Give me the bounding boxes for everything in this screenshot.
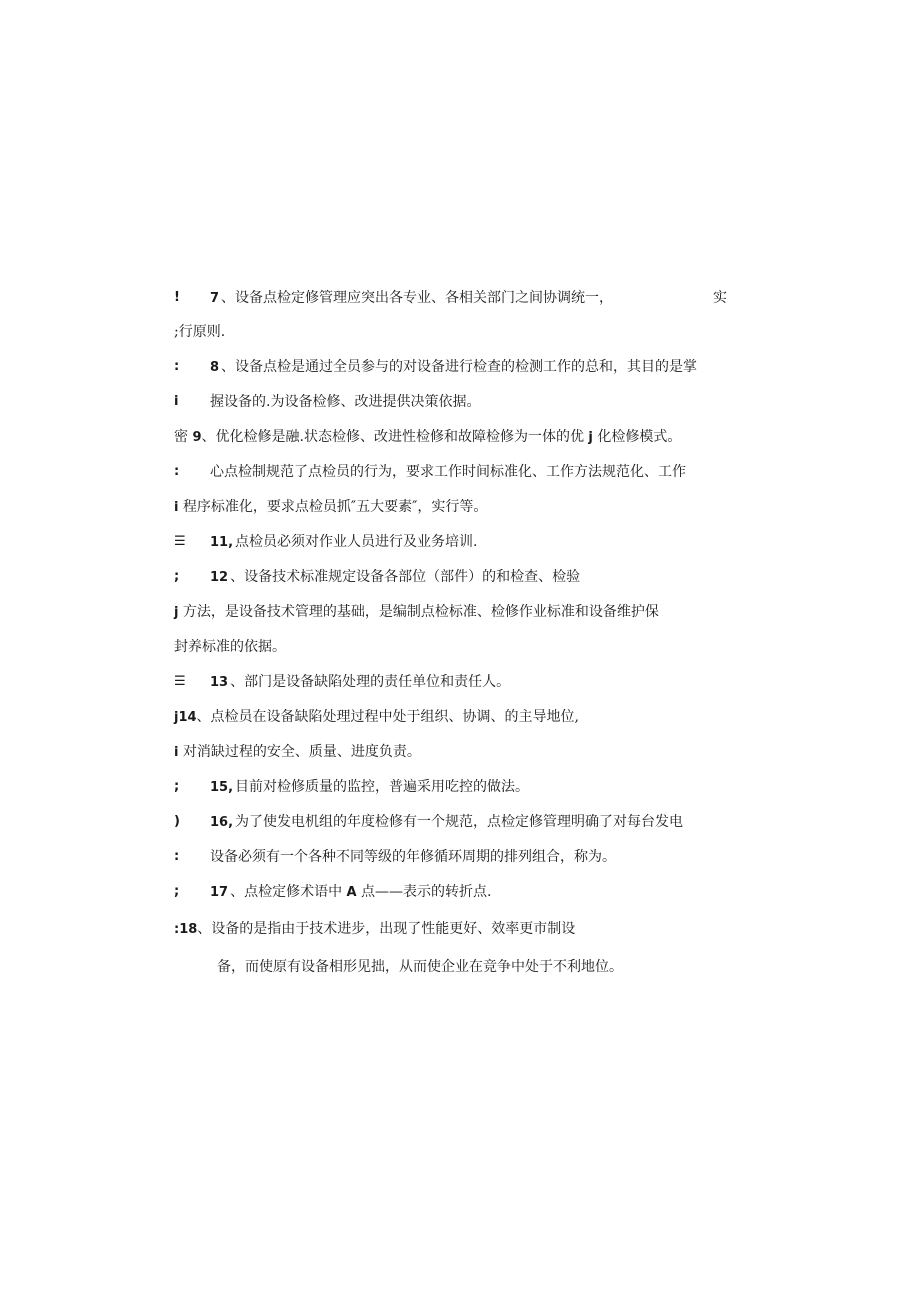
margin-mark: ! bbox=[174, 290, 180, 305]
item-12-line bbox=[0, 565, 920, 589]
item-body: 、设备的是指由于技术进步，出现了性能更好、效率更市制设 bbox=[197, 921, 576, 937]
item-body: 、设备点检是通过全员参与的对设备进行检查的检测工作的总和，其目的是掌 bbox=[221, 359, 698, 375]
item-text bbox=[210, 355, 697, 380]
item-number: 12 bbox=[210, 570, 229, 585]
item-10-line bbox=[0, 460, 920, 484]
item-9-line bbox=[0, 425, 920, 449]
item-text bbox=[174, 425, 681, 450]
item-18-line bbox=[0, 917, 920, 941]
item-number: 8 bbox=[210, 360, 220, 375]
item-number: :18 bbox=[174, 922, 198, 937]
margin-mark: i bbox=[174, 394, 179, 409]
item-text bbox=[210, 670, 510, 695]
item-16-line bbox=[0, 810, 920, 834]
continuation-text: ;行原则. bbox=[174, 324, 226, 340]
item-14-continuation bbox=[0, 740, 920, 764]
item-number: 16, bbox=[210, 815, 234, 830]
item-number: 9 bbox=[192, 430, 202, 445]
item-13-line bbox=[0, 670, 920, 694]
item-body: 为了使发电机组的年度检修有一个规范，点检定修管理明确了对每台发电 bbox=[235, 814, 684, 830]
continuation-text: 封养标准的依据。 bbox=[174, 639, 286, 655]
item-body: 目前对检修质量的监控，普遍采用吃控的做法。 bbox=[235, 779, 530, 795]
margin-mark: ; bbox=[174, 884, 180, 899]
item-18-continuation bbox=[0, 955, 920, 979]
margin-mark: i bbox=[174, 745, 179, 760]
item-body: 、优化检修是融.状态检修、改进性检修和故障检修为一体的优 bbox=[201, 429, 589, 445]
item-text bbox=[210, 880, 492, 905]
item-text bbox=[210, 775, 529, 800]
item-text bbox=[210, 565, 580, 590]
item-text bbox=[210, 530, 477, 555]
margin-mark: ; bbox=[174, 779, 180, 794]
item-text bbox=[174, 600, 659, 625]
item-body: 对消缺过程的安全、质量、进度负责。 bbox=[178, 744, 421, 760]
item-10-continuation bbox=[0, 495, 920, 519]
item-text bbox=[174, 495, 487, 520]
margin-mark: i bbox=[174, 500, 179, 515]
item-body: 、点检定修术语中 bbox=[230, 884, 347, 900]
stray-glyph: j bbox=[588, 430, 593, 445]
item-body: 、设备点检定修管理应突出各专业、各相关部门之间协调统一， bbox=[221, 290, 614, 306]
margin-mark: : bbox=[174, 359, 180, 374]
item-text bbox=[210, 810, 683, 835]
item-17-line bbox=[0, 880, 920, 904]
item-body: 设备必须有一个各种不同等级的年修循环周期的排列组合，称为。 bbox=[210, 849, 616, 865]
item-number: 13 bbox=[210, 675, 229, 690]
margin-mark: 密 bbox=[174, 429, 193, 445]
item-12-continuation-2 bbox=[0, 635, 920, 659]
item-8-line bbox=[0, 355, 920, 379]
margin-mark: ; bbox=[174, 569, 180, 584]
item-text bbox=[174, 740, 421, 765]
item-text bbox=[174, 917, 575, 942]
item-body: 方法，是设备技术管理的基础，是编制点检标准、检修作业标准和设备维护保 bbox=[178, 604, 659, 620]
item-14-line bbox=[0, 705, 920, 729]
item-text bbox=[174, 705, 579, 730]
item-8-continuation bbox=[0, 390, 920, 414]
margin-mark: j bbox=[174, 605, 179, 620]
term-letter: A bbox=[346, 885, 357, 900]
item-15-line bbox=[0, 775, 920, 799]
margin-mark: ☰ bbox=[174, 674, 186, 689]
item-body: 心点检制规范了点检员的行为，要求工作时间标准化、工作方法规范化、工作 bbox=[210, 464, 686, 480]
item-number: 17 bbox=[210, 885, 229, 900]
item-number: 7 bbox=[210, 291, 220, 306]
item-16-continuation bbox=[0, 845, 920, 869]
continuation-text: 备，而使原有设备相形见拙，从而使企业在竞争中处于不利地位。 bbox=[217, 959, 623, 975]
margin-mark: ☰ bbox=[174, 534, 186, 549]
margin-mark: : bbox=[174, 849, 180, 864]
item-number: j14 bbox=[174, 710, 197, 725]
item-number: 15, bbox=[210, 780, 234, 795]
margin-mark: : bbox=[174, 464, 180, 479]
item-body-end: 化检修模式。 bbox=[592, 429, 682, 445]
margin-mark: ) bbox=[174, 814, 180, 829]
item-body: 程序标准化，要求点检员抓″五大要素″，实行等。 bbox=[178, 499, 488, 515]
item-body: 、设备技术标准规定设备各部位（部件）的和检查、检验 bbox=[230, 569, 581, 585]
item-body: 点检员必须对作业人员进行及业务培训. bbox=[235, 534, 478, 550]
item-body: 、点检员在设备缺陷处理过程中处于组织、协调、的主导地位, bbox=[196, 709, 579, 725]
item-text bbox=[210, 286, 613, 311]
item-7-continuation bbox=[0, 320, 920, 344]
item-body-end: 点——表示的转折点. bbox=[356, 884, 492, 900]
item-number: 11, bbox=[210, 535, 234, 550]
item-body: 握设备的.为设备检修、改进提供决策依据。 bbox=[210, 394, 481, 410]
item-7-line bbox=[0, 286, 920, 310]
item-body: 、部门是设备缺陷处理的责任单位和责任人。 bbox=[230, 674, 511, 690]
item-11-line bbox=[0, 530, 920, 554]
line-end-fragment: 实 bbox=[713, 290, 727, 306]
item-12-continuation bbox=[0, 600, 920, 624]
